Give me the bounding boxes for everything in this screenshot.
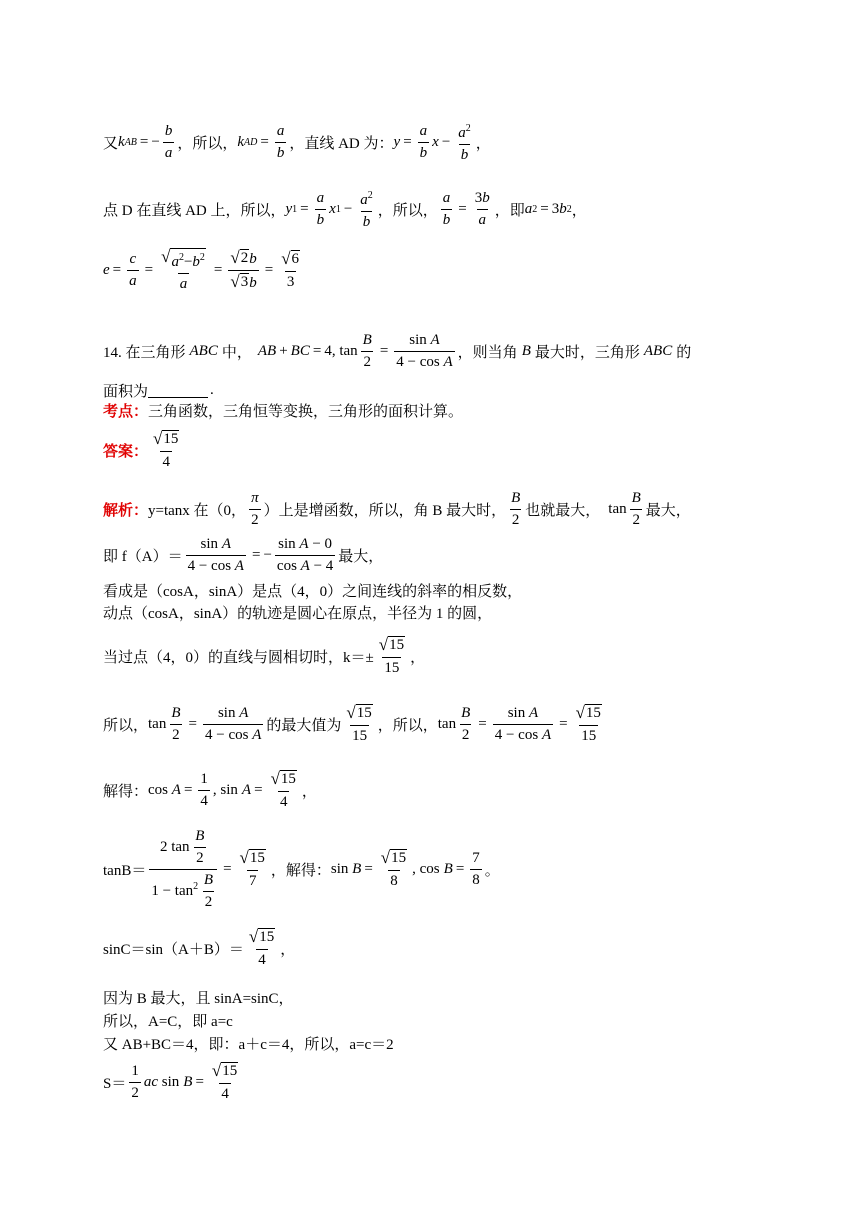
analysis-line-2: 即 f（A）＝ $\frac{\text{sin A}}{\text{4 − cos A}}$ = − $\frac{\text{sin A − 0}}{\text{cos A − 4}}$ 最大，	[103, 536, 384, 574]
analysis-line-1: 解析： y=tanx 在（0， $\frac{\pi}{2}$ ）上是增函数，所以，角 B 最大时， $\frac{B}{2}$ 也就最大， tan $\frac{B}{2}$ 最大，	[103, 490, 691, 528]
area-formula: S＝ $\frac{1}{2}$ ac sin B = √ 15 4	[103, 1061, 238, 1102]
answer: 答案： √ 15 4	[103, 429, 179, 470]
derivation-line-2: 点 D 在直线 AD 上，所以， y 1 = $\frac{a}{b}$ x 1 − $\frac{a^2}{b}$ ，所以， $\frac{a}{b}$ = $\frac{3b}{a}$ ，即 a 2 = 3 b 2 ，	[103, 189, 587, 230]
analysis-line-3: 看成是（cosA，sinA）是点（4，0）之间连线的斜率的相反数，	[103, 584, 523, 600]
analysis-line-6: 所以， tan $\frac{B}{2}$ = $\frac{\text{sin A}}{\text{4 − cos A}}$ 的最大值为 √ 15 15 ，所以， tan $\frac{B}{2}$ = $\frac{\text{sin A}}{\text{4 − cos A}}$ = √ 15 15	[103, 703, 601, 744]
analysis-line-8: tanB＝ 2 tan $\frac{B}{2}$ $1 - \tan^2$ $\frac{B}{2}$ = √ 15 7 ，解得： sin B = √ 15 8 , cos B = $\frac{7}{8}$ 。	[103, 828, 500, 910]
analysis-line-11: 所以，A=C，即 a=c	[103, 1014, 233, 1030]
analysis-line-5: 当过点（4，0）的直线与圆相切时，k＝± √ 15 15 ，	[103, 635, 426, 676]
analysis-line-9: sinC＝sin（A＋B）＝ √ 15 4 ，	[103, 927, 296, 968]
derivation-line-1: 又 k AB = − $\frac{b}{a}$ ，所以， k AD = $\frac{a}{b}$ ，直线 AD 为： y = $\frac{a}{b}$ x − $\frac{a^2}{b}$ ，	[103, 122, 491, 163]
analysis-line-12: 又 AB+BC＝4，即：a＋c＝4，所以，a=c＝2	[103, 1037, 394, 1053]
problem-14: 14. 在三角形 ABC 中， AB + BC = 4, tan $\frac{B}{2}$ = $\frac{\text{sin A}}{\text{4 − cos A}}$ ，则当角 B 最大时，三角形 ABC 的	[103, 332, 692, 370]
answer-blank	[148, 383, 208, 398]
eccentricity-formula: e = $\frac{c}{a}$ = √ $a^2-b^2$ a = √ 2 b √ 3 b = √ 6 3	[103, 247, 300, 292]
analysis-line-7: 解得： cos A = $\frac{1}{4}$ , sin A = √ 15 4 ，	[103, 769, 317, 810]
analysis-line-4: 动点（cosA，sinA）的轨迹是圆心在原点，半径为 1 的圆，	[103, 606, 493, 622]
kaodian: 考点： 三角函数，三角恒等变换，三角形的面积计算。	[103, 404, 464, 420]
analysis-line-10: 因为 B 最大，且 sinA=sinC，	[103, 991, 294, 1007]
problem-14-line-2: 面积为 .	[103, 382, 214, 400]
